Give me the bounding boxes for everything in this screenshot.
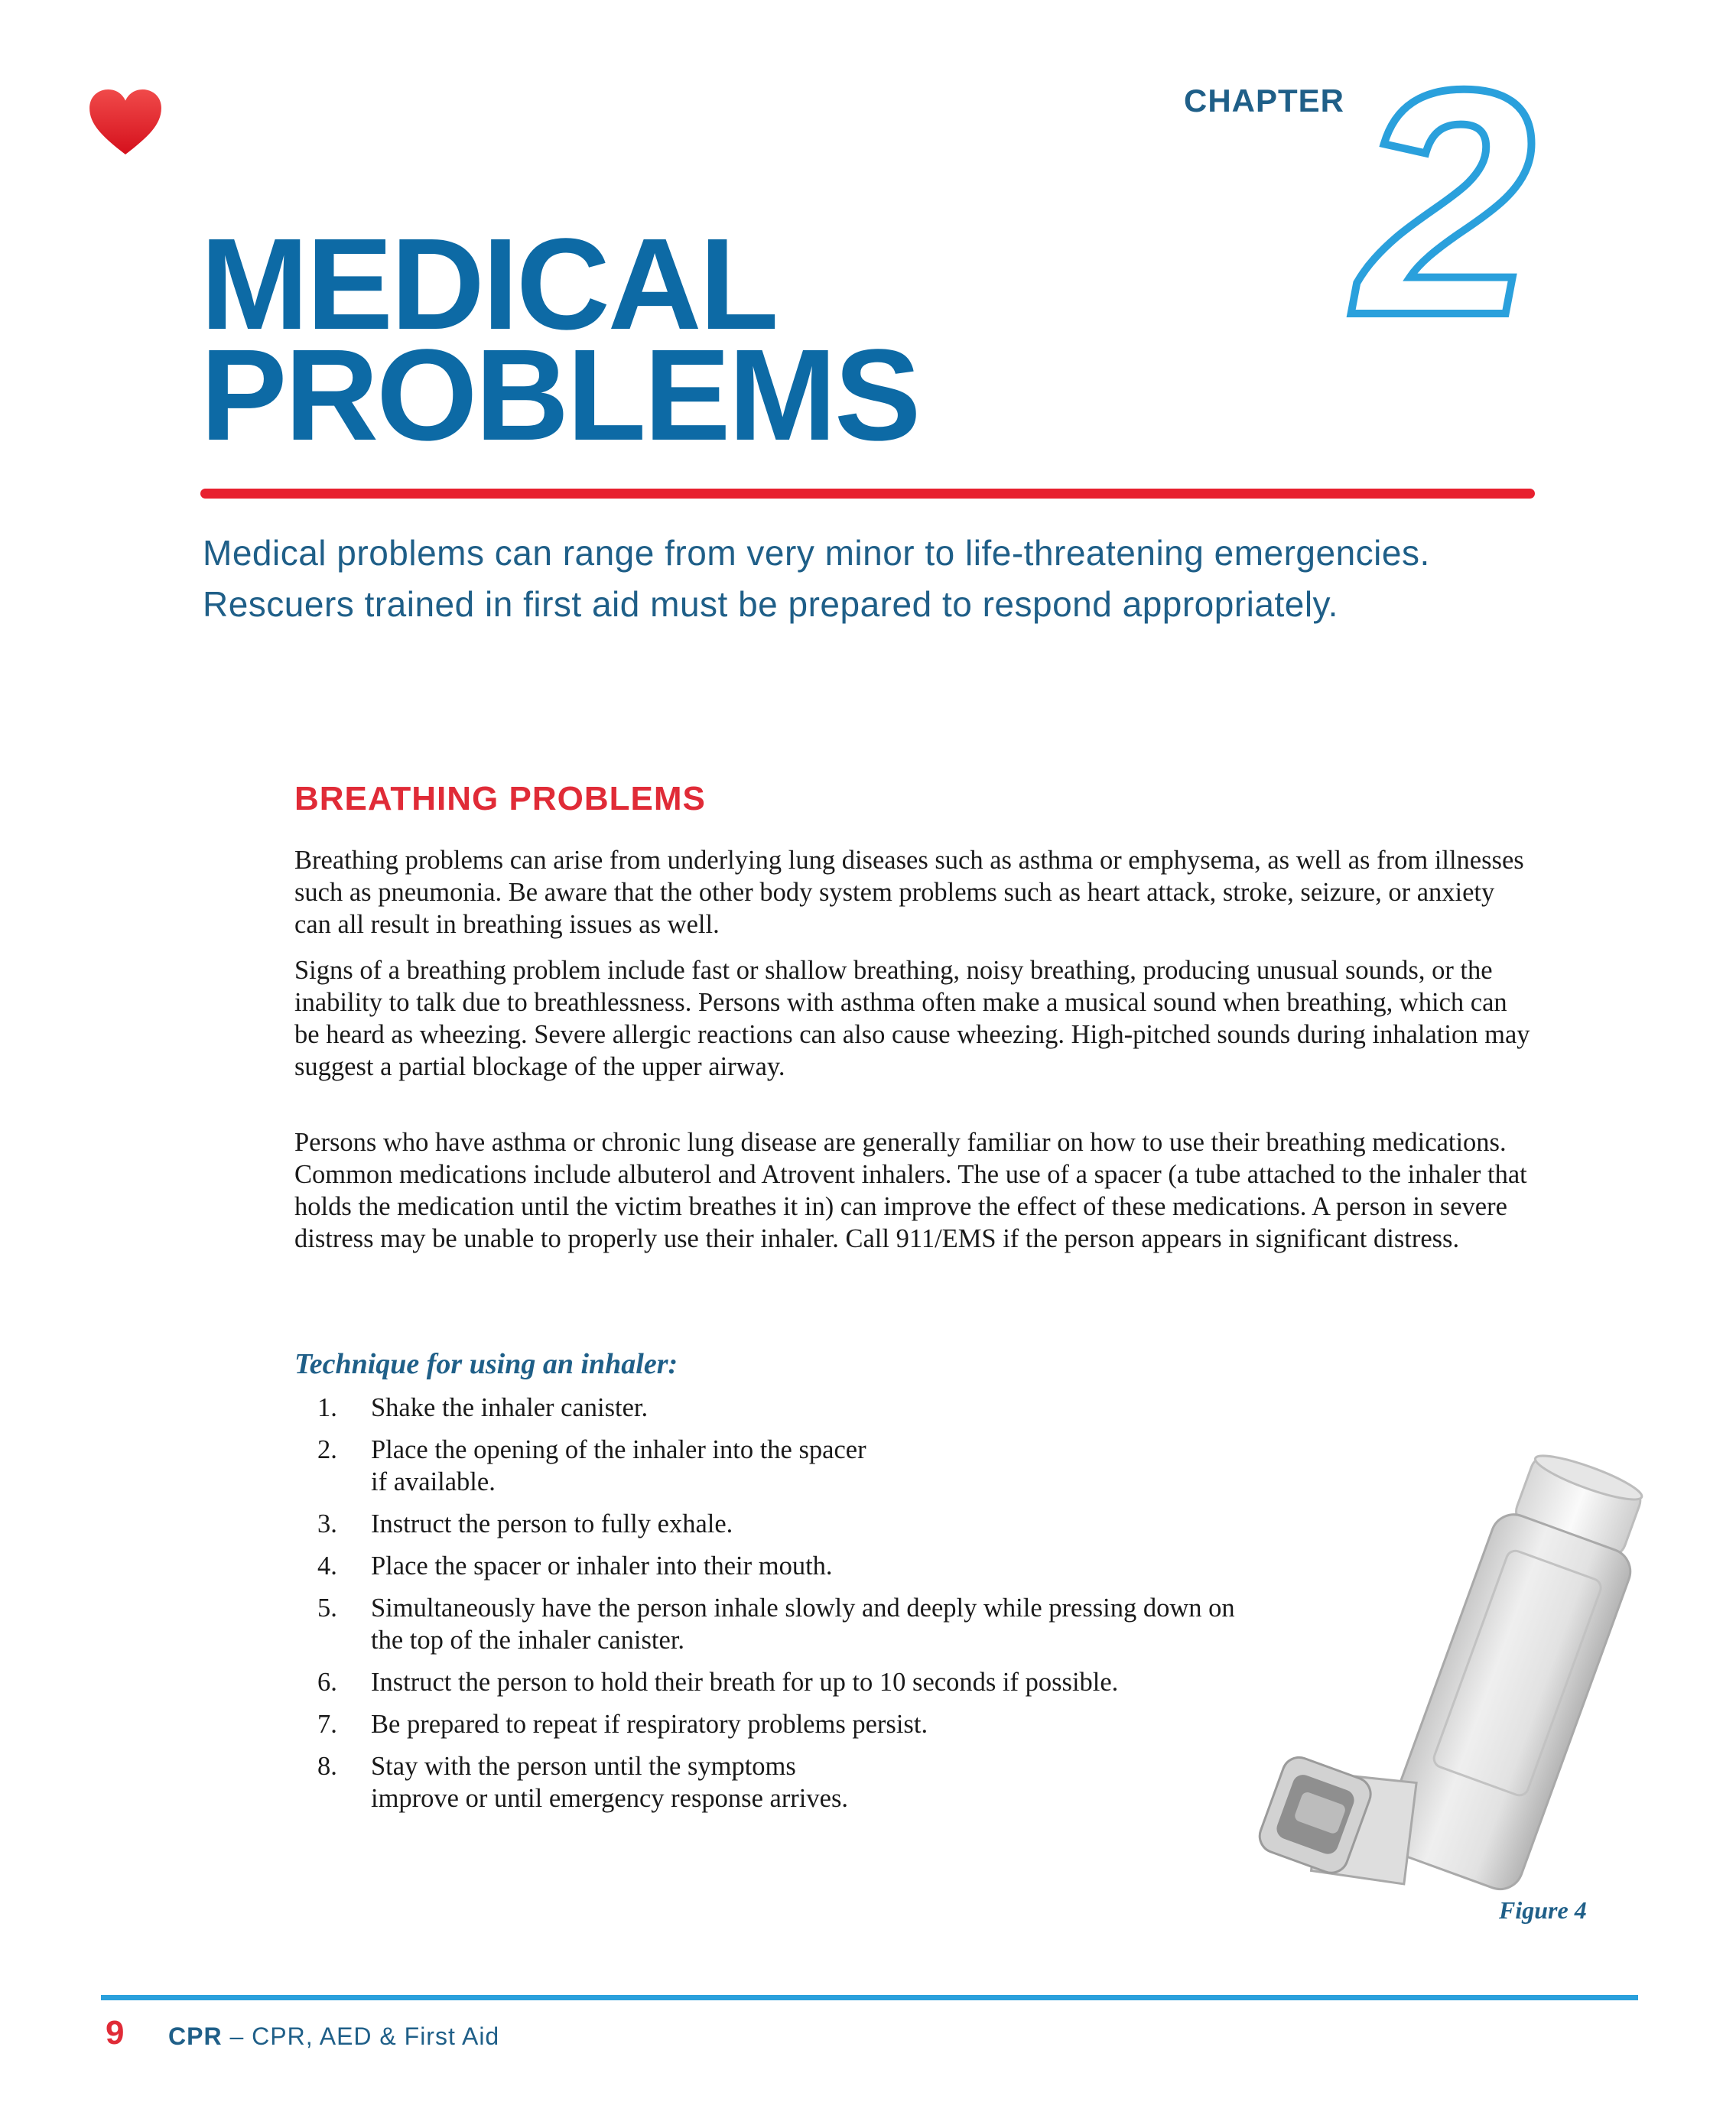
step-text-cont: the top of the inhaler canister. xyxy=(371,1626,685,1655)
figure-caption: Figure 4 xyxy=(1499,1896,1587,1924)
step-text: Shake the inhaler canister. xyxy=(371,1393,649,1422)
intro-text: Medical problems can range from very minor to life-threatening emergencies. Rescuers trained in first aid must be prepared to respond appropriately. xyxy=(203,533,1430,624)
step-text-cont: if available. xyxy=(371,1467,496,1496)
step-number: 1. xyxy=(317,1393,337,1422)
technique-heading: Technique for using an inhaler: xyxy=(294,1348,678,1380)
heart-icon xyxy=(88,89,163,156)
footer-title-bold: CPR xyxy=(168,2022,223,2050)
step-number: 3. xyxy=(317,1509,337,1538)
step-number: 6. xyxy=(317,1668,337,1697)
title-divider xyxy=(200,489,1535,499)
chapter-number-glyph: 2 xyxy=(1356,61,1535,336)
body-paragraph: Persons who have asthma or chronic lung disease are generally familiar on how to use their breathing medications. Common medications include albuterol and Atrovent inhalers. The use of a spacer (a tube attached to the inhaler that holds the medication until the victim breathes it in) can improve the effect of these medications. A person in severe distress may be unable to properly use their inhaler. Call 911/EMS if the person appears in significant distress. xyxy=(294,1128,1527,1253)
title-line-1: MEDICAL xyxy=(200,212,777,357)
body-paragraph: Breathing problems can arise from underlying lung diseases such as asthma or emphysema, as well as from illnesses such as pneumonia. Be aware that the other body system problems such as heart attack, stroke, seizure, or anxiety can all result in breathing issues as well. xyxy=(294,846,1524,939)
footer-divider xyxy=(101,1995,1638,2000)
page-number: 9 xyxy=(106,2014,125,2052)
step-text: Be prepared to repeat if respiratory problems persist. xyxy=(371,1710,928,1739)
chapter-label: CHAPTER xyxy=(1184,83,1345,119)
list-item xyxy=(294,1392,1403,1424)
footer-title xyxy=(168,2022,499,2051)
footer-title-rest: – CPR, AED & First Aid xyxy=(222,2022,500,2050)
step-number: 8. xyxy=(317,1752,337,1781)
step-text: Instruct the person to hold their breath for up to 10 seconds if possible. xyxy=(371,1668,1119,1697)
body-paragraph: Signs of a breathing problem include fast or shallow breathing, noisy breathing, producing unusual sounds, or the inability to talk due to breathlessness. Persons with asthma often make a musical sound when breathing, which can be heard as wheezing. Severe allergic reactions can also cause wheezing. High-pitched sounds during inhalation may suggest a partial blockage of the upper airway. xyxy=(294,956,1530,1081)
page-title xyxy=(200,212,919,468)
step-number: 4. xyxy=(317,1551,337,1581)
step-number: 2. xyxy=(317,1435,337,1464)
inhaler-image xyxy=(1224,1430,1667,1942)
step-text: Stay with the person until the symptoms xyxy=(371,1752,796,1781)
step-text-cont: improve or until emergency response arrives. xyxy=(371,1784,848,1813)
section-heading: BREATHING PROBLEMS xyxy=(294,780,706,817)
chapter-number xyxy=(1315,61,1575,336)
step-text: Simultaneously have the person inhale slowly and deeply while pressing down on xyxy=(371,1594,1235,1623)
step-text: Place the opening of the inhaler into the spacer xyxy=(371,1435,866,1464)
step-text: Instruct the person to fully exhale. xyxy=(371,1509,733,1538)
step-number: 7. xyxy=(317,1710,337,1739)
title-line-2: PROBLEMS xyxy=(200,323,919,468)
step-number: 5. xyxy=(317,1594,337,1623)
step-text: Place the spacer or inhaler into their mouth. xyxy=(371,1551,833,1581)
